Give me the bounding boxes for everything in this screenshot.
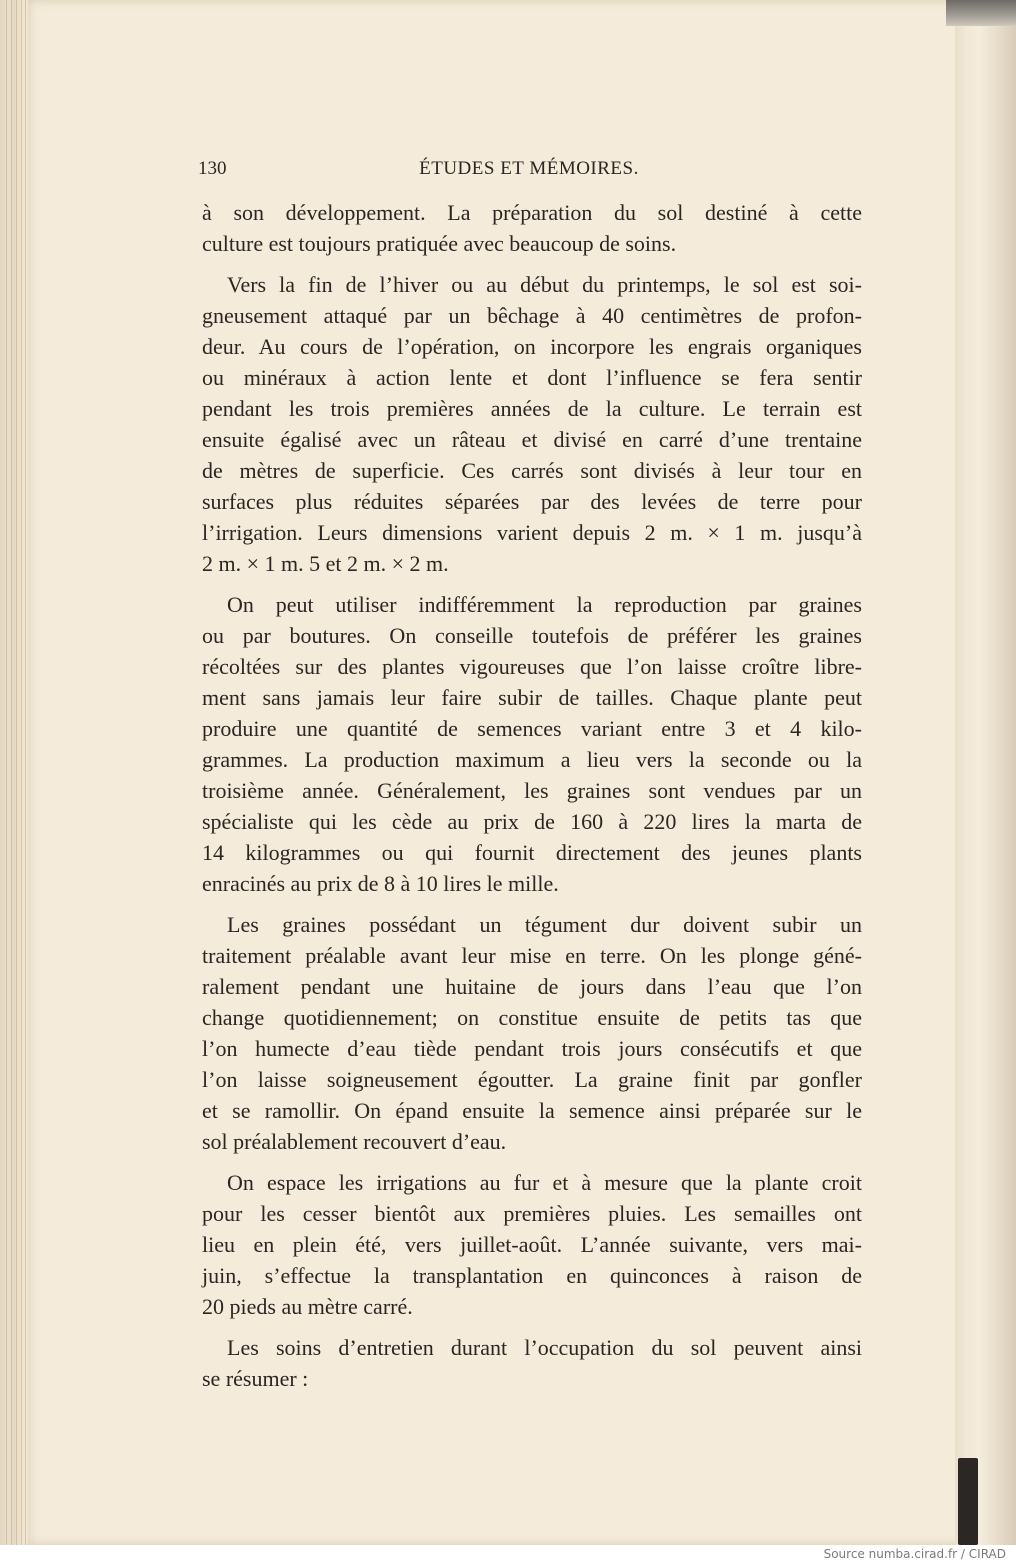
text-line: à son développement. La préparation du sol destiné à cette bbox=[202, 200, 862, 225]
source-credit: Source numba.cirad.fr / CIRAD bbox=[823, 1547, 1006, 1561]
text-line: ment sans jamais leur faire subir de tailles. Chaque plante peut bbox=[202, 685, 862, 710]
text-line: Les soins d’entretien durant l’occupation du sol peuvent ainsi bbox=[227, 1335, 862, 1360]
text-line: culture est toujours pratiquée avec beaucoup de soins. bbox=[202, 231, 677, 256]
text-line: change quotidiennement; on constitue ensuite de petits tas que bbox=[202, 1005, 862, 1030]
text-line: On peut utiliser indifféremment la reproduction par graines bbox=[227, 592, 862, 617]
text-line: ou par boutures. On conseille toutefois de préférer les graines bbox=[202, 623, 862, 648]
text-line: se résumer : bbox=[202, 1366, 309, 1391]
text-line: pour les cesser bientôt aux premières pluies. Les semailles ont bbox=[202, 1201, 862, 1226]
text-line: récoltées sur des plantes vigoureuses que l’on laisse croître libre- bbox=[202, 654, 862, 679]
paragraph bbox=[202, 197, 862, 259]
text-line: l’on laisse soigneusement égoutter. La graine finit par gonfler bbox=[202, 1067, 862, 1092]
running-head: ÉTUDES ET MÉMOIRES. bbox=[419, 158, 639, 179]
text-line: Vers la fin de l’hiver ou au début du printemps, le sol est soi- bbox=[227, 272, 862, 297]
paragraph bbox=[202, 909, 862, 1157]
paragraph bbox=[202, 589, 862, 899]
text-line: juin, s’effectue la transplantation en quinconces à raison de bbox=[202, 1263, 862, 1288]
text-line: On espace les irrigations au fur et à mesure que la plante croit bbox=[227, 1170, 862, 1195]
text-line: pendant les trois premières années de la culture. Le terrain est bbox=[202, 396, 862, 421]
text-line: ralement pendant une huitaine de jours dans l’eau que l’on bbox=[202, 974, 862, 999]
text-line: spécialiste qui les cède au prix de 160 à 220 lires la marta de bbox=[202, 809, 862, 834]
text-line: Les graines possédant un tégument dur doivent subir un bbox=[227, 912, 862, 937]
body-text bbox=[202, 197, 862, 1404]
text-line: et se ramollir. On épand ensuite la semence ainsi préparée sur le bbox=[202, 1098, 862, 1123]
text-line: de mètres de superficie. Ces carrés sont divisés à leur tour en bbox=[202, 458, 862, 483]
text-line: 20 pieds au mètre carré. bbox=[202, 1294, 413, 1319]
text-line: lieu en plein été, vers juillet-août. L’année suivante, vers mai- bbox=[202, 1232, 862, 1257]
text-line: deur. Au cours de l’opération, on incorpore les engrais organiques bbox=[202, 334, 862, 359]
text-line: ou minéraux à action lente et dont l’influence se fera sentir bbox=[202, 365, 862, 390]
text-line: 14 kilogrammes ou qui fournit directement des jeunes plants bbox=[202, 840, 862, 865]
paragraph bbox=[202, 269, 862, 579]
text-line: troisième année. Généralement, les graines sont vendues par un bbox=[202, 778, 862, 803]
text-line: l’irrigation. Leurs dimensions varient depuis 2 m. × 1 m. jusqu’à bbox=[202, 520, 862, 545]
paragraph bbox=[202, 1167, 862, 1322]
text-line: ensuite égalisé avec un râteau et divisé en carré d’une trentaine bbox=[202, 427, 862, 452]
text-line: l’on humecte d’eau tiède pendant trois jours consécutifs et que bbox=[202, 1036, 862, 1061]
text-line: 2 m. × 1 m. 5 et 2 m. × 2 m. bbox=[202, 551, 449, 576]
book-right-edge bbox=[955, 0, 1016, 1545]
page-number: 130 bbox=[198, 158, 227, 179]
text-line: produire une quantité de semences variant entre 3 et 4 kilo- bbox=[202, 716, 862, 741]
scan-top-corner bbox=[946, 0, 1016, 26]
text-line: enracinés au prix de 8 à 10 lires le mille. bbox=[202, 871, 559, 896]
page-clip bbox=[958, 1458, 978, 1545]
page-header bbox=[198, 158, 860, 188]
text-line: sol préalablement recouvert d’eau. bbox=[202, 1129, 507, 1154]
text-line: grammes. La production maximum a lieu vers la seconde ou la bbox=[202, 747, 862, 772]
text-line: surfaces plus réduites séparées par des levées de terre pour bbox=[202, 489, 862, 514]
text-line: gneusement attaqué par un bêchage à 40 centimètres de profon- bbox=[202, 303, 862, 328]
text-line: traitement préalable avant leur mise en terre. On les plonge géné- bbox=[202, 943, 862, 968]
paragraph bbox=[202, 1332, 862, 1394]
